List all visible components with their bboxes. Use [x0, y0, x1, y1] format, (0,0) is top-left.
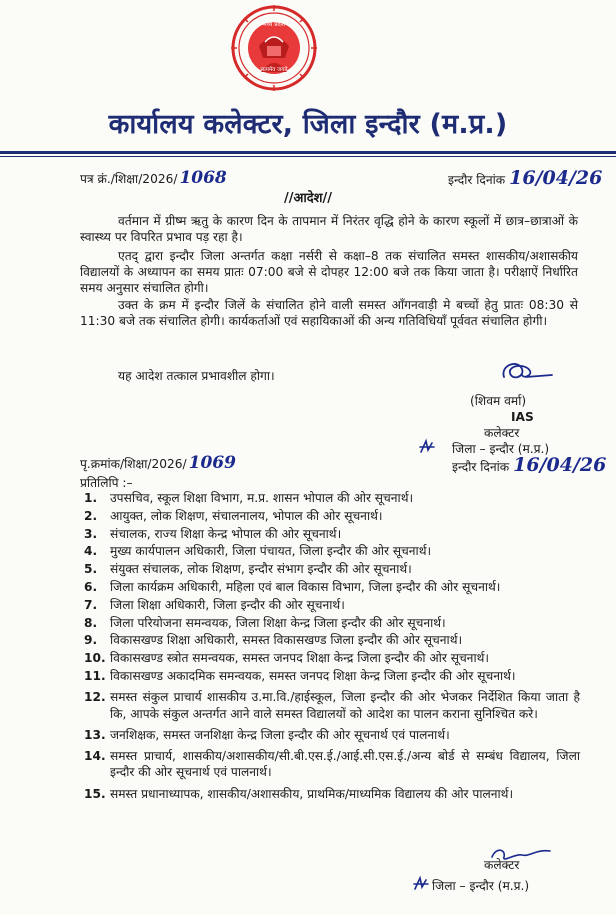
list-item-text: मुख्य कार्यपालन अधिकारी, जिला पंचायत, जिला इन्दौर की ओर सूचनार्थ। — [110, 544, 432, 559]
list-item-number: 11. — [84, 668, 106, 683]
reference-label: पत्र क्रं./शिक्षा/2026/ — [80, 172, 178, 186]
signatory-date-line — [452, 454, 607, 476]
list-item — [80, 526, 580, 542]
list-item-number: 6. — [84, 579, 98, 594]
closing-initials-icon — [412, 875, 430, 893]
list-item-text: उपसचिव, स्कूल शिक्षा विभाग, म.प्र. शासन भोपाल की ओर सूचनार्थ। — [110, 491, 414, 505]
copy-reference-number: 1069 — [188, 453, 236, 473]
list-item-text: समस्त प्राचार्य, शासकीय/अशासकीय/सी.बी.एस.ई./आई.सी.एस.ई./अन्य बोर्ड से सम्बंध विद्यालय, जिला इन्दौर की ओर सूचनार्थ एवं पालनार्थ। — [110, 749, 580, 780]
emblem-motto: सत्यमेव जयते — [260, 67, 288, 73]
list-item-text: जनशिक्षक, समस्त जनशिक्षा केन्द्र जिला इन्दौर की ओर सूचनार्थ एवं पालनार्थ। — [110, 727, 450, 742]
order-paragraph-2: एतद् द्वारा इन्दौर जिला अन्तर्गत कक्षा नर्सरी से कक्षा–8 तक संचालित समस्त शासकीय/अशासकीय विद्यालयों के अध्यापन का समय प्रातः 07:00 बजे से दोपहर 12:00 बजे तक किया जाता है। परीक्षाऐं निर्धारित समय अनुसार संचालित होगी। — [80, 249, 578, 295]
list-item — [80, 579, 580, 595]
list-item-text: संचालक, राज्य शिक्षा केन्द्र भोपाल की ओर सूचनार्थ। — [110, 526, 342, 541]
list-item-text: विकासखण्ड अकादमिक समन्वयक, समस्त जनपद शिक्षा केन्द्र जिला इन्दौर की ओर सूचनार्थ। — [110, 668, 516, 683]
list-item — [80, 508, 580, 524]
list-item-number: 13. — [84, 727, 106, 742]
list-item-text: जिला परियोजना समन्वयक, जिला शिक्षा केन्द्र जिला इन्दौर की ओर सूचनार्थ। — [110, 615, 446, 630]
list-item-number: 7. — [84, 597, 98, 612]
list-item-number: 14. — [84, 749, 106, 764]
office-title: कार्यालय कलेक्टर, जिला इन्दौर (म.प्र.) — [108, 109, 508, 140]
signatory-designation: कलेक्टर — [484, 426, 520, 440]
list-item — [80, 748, 580, 781]
list-item-text: समस्त संकुल प्राचार्य शासकीय उ.मा.वि./हाईस्कूल, जिला इन्दौर की ओर भेजकर निर्देशित किया जाता है कि, आपके संकुल अन्तर्गत आने वाले समस्त विद्यालयों को आदेश का पालन कराना सुनिश्चित करे। — [110, 690, 580, 721]
list-item-number: 4. — [84, 544, 98, 559]
list-item-number: 8. — [84, 615, 98, 630]
reference-date-label: इन्दौर दिनांक — [448, 173, 506, 187]
signatory-date: 16/04/26 — [513, 454, 607, 476]
state-emblem-icon — [229, 2, 319, 100]
list-item-text: आयुक्त, लोक शिक्षण, संचालनालय, भोपाल की ओर सूचनार्थ। — [110, 508, 383, 523]
list-item-text: जिला कार्यक्रम अधिकारी, महिला एवं बाल विकास विभाग, जिला इन्दौर की ओर सूचनार्थ। — [110, 579, 501, 594]
list-item-text: विकासखण्ड स्त्रोत समन्वयक, समस्त जनपद शिक्षा केन्द्र जिला इन्दौर की ओर सूचनार्थ। — [110, 651, 490, 666]
list-item — [80, 727, 580, 743]
list-item-number: 15. — [84, 786, 106, 801]
list-item — [80, 615, 580, 631]
list-item-text: जिला शिक्षा अधिकारी, जिला इन्दौर की ओर सूचनार्थ। — [110, 597, 345, 612]
reference-line — [80, 170, 227, 187]
closing-designation: कलेक्टर — [484, 858, 520, 872]
copy-recipient-list — [80, 490, 580, 802]
reference-number: 1068 — [179, 168, 227, 188]
order-paragraph-3: उक्त के क्रम में इन्दौर जिलें के संचालित होने वाली समस्त आँगनवाड़ी मे बच्चों हेतु प्रातः 08:30 से 11:30 बजे तक संचालित होगी। कार्यकर्ताओं एवं सहायिकाओं की अन्य गतिविधियाँ पूर्ववत संचालित होगी। — [80, 298, 578, 328]
closing-district: जिला – इन्दौर (म.प्र.) — [432, 879, 530, 893]
list-item — [80, 689, 580, 722]
signatory-district: जिला – इन्दौर (म.प्र.) — [452, 442, 550, 456]
list-item — [80, 543, 580, 559]
list-item-text: विकासखण्ड शिक्षा अधिकारी, समस्त विकासखण्ड जिला इन्दौर की ओर सूचनार्थ। — [110, 633, 463, 648]
copy-reference-line — [80, 455, 236, 472]
list-item — [80, 650, 580, 666]
header-rule-thin — [0, 156, 616, 157]
list-item-number: 2. — [84, 508, 98, 523]
list-item — [80, 490, 580, 506]
list-item — [80, 786, 580, 802]
list-item-number: 3. — [84, 526, 98, 541]
list-item-number: 9. — [84, 633, 98, 648]
reference-date-line — [448, 167, 603, 189]
order-paragraph-1: वर्तमान में ग्रीष्म ऋतु के कारण दिन के तापमान में निरंतर वृद्धि होने के कारण स्कूलों में छात्र–छात्राओं के स्वास्थ्य पर विपरित प्रभाव पड़ रहा है। — [80, 214, 578, 244]
list-item-text: समस्त प्रधानाध्यापक, शासकीय/अशासकीय, प्राथमिक/माध्यमिक विद्यालय की ओर पालनार्थ। — [110, 786, 514, 801]
signatory-service: IAS — [511, 410, 534, 424]
signature-icon — [496, 357, 556, 385]
signatory-name: (शिवम वर्मा) — [470, 394, 527, 408]
list-item-number: 10. — [84, 651, 106, 666]
emblem-text-top: मध्य प्रदेश — [263, 21, 285, 28]
list-item-number: 12. — [84, 690, 106, 705]
order-title: //आदेश// — [283, 191, 333, 206]
list-item — [80, 597, 580, 613]
list-item — [80, 668, 580, 684]
list-item — [80, 632, 580, 648]
copy-reference-label: पृ.क्रमांक/शिक्षा/2026/ — [80, 457, 187, 471]
copy-heading: प्रतिलिपि :– — [80, 476, 133, 490]
list-item-number: 5. — [84, 562, 98, 577]
initials-signature-icon — [418, 438, 436, 456]
list-item-text: संयुक्त संचालक, लोक शिक्षण, इन्दौर संभाग इन्दौर की ओर सूचनार्थ। — [110, 562, 412, 577]
list-item — [80, 561, 580, 577]
list-item-number: 1. — [84, 491, 98, 505]
reference-date: 16/04/26 — [509, 167, 603, 189]
header-rule — [0, 151, 616, 154]
order-paragraph-4: यह आदेश तत्काल प्रभावशील होगा। — [118, 369, 275, 383]
signatory-date-label: इन्दौर दिनांक — [452, 460, 510, 474]
